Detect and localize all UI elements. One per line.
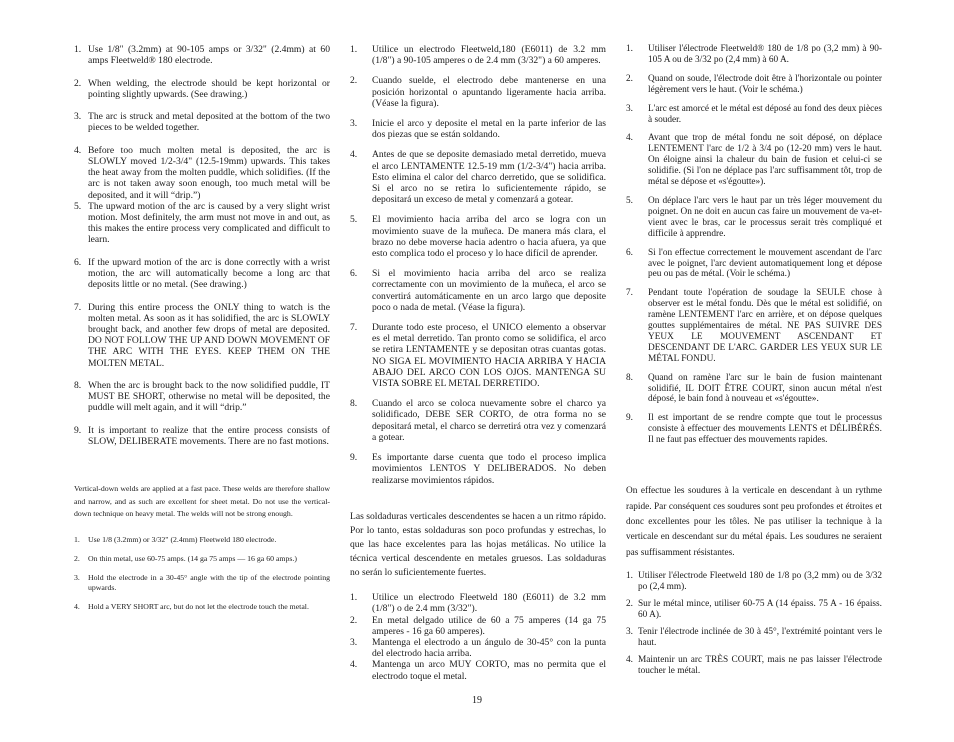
step-text: The arc is struck and metal deposited at the bottom of the two pieces to be welded together. (88, 111, 330, 134)
list-item (626, 104, 882, 126)
list-item (350, 592, 606, 614)
step-number: 9. (74, 424, 82, 436)
step-number: 1. (74, 534, 80, 544)
step-number: 7. (350, 322, 358, 334)
list-item (350, 214, 606, 259)
list-item (626, 571, 882, 593)
vertical-down-paragraph: Vertical-down welds are applied at a fast pace. These welds are therefore shallow and narrow, and as such are excellent for sheet metal. Do not use the vertical-down technique on heavy metal. The welds will not be strong enough. (74, 484, 330, 519)
step-text: Inicie el arco y deposite el metal en la parte inferior de las dos piezas que se están soldando. (372, 118, 606, 141)
list-item (74, 78, 330, 100)
step-number: 3. (74, 572, 80, 582)
step-number: 1. (350, 592, 358, 604)
step-text: Sur le métal mince, utiliser 60-75 A (14 épaiss. 75 A - 16 épaiss. 60 A). (638, 599, 882, 621)
list-item (626, 627, 882, 649)
english-vertical-up-steps (74, 44, 330, 447)
step-number: 1. (626, 571, 633, 582)
step-number: 2. (626, 73, 633, 84)
page-number: 19 (472, 695, 482, 706)
step-text: Utiliser l'électrode Fleetweld® 180 de 1/8 po (3,2 mm) à 90-105 A ou de 3/32 po (2,4 mm) à 60 A. (648, 44, 882, 65)
step-text: Hold the electrode in a 30-45° angle with the tip of the electrode pointing upwards. (88, 572, 330, 592)
list-item (350, 398, 606, 443)
step-text: On thin metal, use 60-75 amps. (14 ga 75 amps — 16 ga 60 amps.) (88, 553, 297, 563)
step-text: L'arc est amorcé et le métal est déposé au fond des deux pièces à souder. (648, 103, 882, 125)
step-number: 2. (74, 553, 80, 563)
english-vertical-down-steps (74, 535, 330, 612)
french-vertical-down-steps (626, 571, 882, 677)
step-text: Mantenga un arco MUY CORTO, mas no permita que el electrodo toque el metal. (372, 659, 606, 682)
step-number: 8. (74, 380, 82, 391)
list-item (74, 425, 330, 447)
list-item (74, 302, 330, 369)
step-number: 3. (350, 636, 358, 648)
step-number: 3. (626, 103, 633, 114)
step-number: 8. (626, 372, 633, 383)
list-item (350, 615, 606, 637)
list-item (626, 373, 882, 406)
list-item (626, 248, 882, 281)
step-number: 2. (74, 77, 82, 89)
list-item (350, 44, 606, 66)
list-item (626, 44, 882, 66)
step-text: Tenir l'électrode inclinée de 30 à 45°, l'extrémité pointant vers le haut. (638, 627, 882, 649)
step-text: Pendant toute l'opération de soudage la SEULE chose à observer est le métal fondu. Dès que le métal est solidifié, on ramène LENTEMENT l'arc en arrière, et on dépose quelques gouttes supplémentaires de métal. NE PAS SUIVRE DES YEUX LE MOUVEMENT ASCENDANT ET DESCENDANT DE L'ARC. GARDER LES YEUX SUR LE MÉTAL FONDU. (648, 288, 882, 364)
step-number: 2. (350, 75, 358, 87)
list-item (74, 554, 330, 564)
step-number: 1. (74, 44, 82, 55)
step-text: En metal delgado utilice de 60 a 75 amperes (14 ga 75 amperes - 16 ga 60 amperes). (372, 614, 606, 637)
step-number: 5. (350, 214, 358, 226)
list-item (74, 602, 330, 612)
list-item (626, 74, 882, 96)
list-item (74, 201, 330, 246)
spanish-vertical-down-steps (350, 592, 606, 682)
step-text: If the upward motion of the arc is done correctly with a wrist motion, the arc will automatically become a long arc that deposits little or no metal. (See drawing.) (88, 256, 330, 291)
step-number: 4. (350, 659, 358, 671)
vertical-down-paragraph: Las soldaduras verticales descendentes se hacen a un ritmo rápido. Por lo tanto, estas soldaduras son poco profundas y estrechas, lo que las hace excelentes para las hojas metálicas. No utilice la técnica vertical descendente en metales gruesos. Las soldaduras no serán lo suficientemente fuertes. (350, 510, 606, 579)
step-text: Quand on ramène l'arc sur le bain de fusion maintenant solidifié, IL DOIT ÊTRE COURT, sinon aucun métal n'est déposé, le bain fond à nouveau et «s'égoutte». (648, 372, 882, 405)
step-text: Utilice un electrodo Fleetweld,180 (E6011) de 3.2 mm (1/8") a 90-105 amperes o de 2.4 mm (3/32") a 60 amperes. (372, 44, 606, 67)
step-text: Si el movimiento hacia arriba del arco se realiza correctamente con un movimiento de la muñeca, el arco se convertirá automáticamente en un arco largo que deposite poco o nada de metal. (Véase la figura). (372, 268, 606, 313)
step-text: Cuando el arco se coloca nuevamente sobre el charco ya solidificado, DEBE SER CORTO, de otra forma no se depositará metal, el charco se derretirá otra vez y comenzará a gotear. (372, 398, 606, 443)
step-text: During this entire process the ONLY thing to watch is the molten metal. As soon as it has solidified, the arc is SLOWLY brought back, and another few drops of metal are deposited. DO NOT FOLLOW THE UP AND DOWN MOVEMENT OF THE ARC WITH THE EYES. KEEP THEM ON THE MOLTEN METAL. (88, 301, 330, 369)
step-text: Before too much molten metal is deposited, the arc is SLOWLY moved 1/2-3/4" (12.5-19mm) upwards. This takes the heat away from the molten puddle, which solidifies. (If the arc is not taken away soon enough, too much metal will be deposited, and it will “drip.”) (88, 144, 330, 201)
step-number: 1. (350, 44, 358, 55)
step-number: 3. (74, 111, 82, 123)
step-text: Use 1/8 (3.2mm) or 3/32" (2.4mm) Fleetweld 180 electrode. (88, 534, 277, 544)
step-number: 4. (626, 133, 633, 144)
step-text: Il est important de se rendre compte que tout le processus consiste à effectuer des mouvements LENTS et DÉLIBÉRÉS. Il ne faut pas effectuer des mouvements rapides. (648, 413, 882, 446)
list-item (350, 268, 606, 313)
list-item (74, 145, 330, 201)
step-text: Cuando suelde, el electrodo debe mantenerse en una posición horizontal o apuntando ligeramente hacia arriba. (Véase la figura). (372, 75, 606, 109)
step-number: 5. (626, 195, 633, 206)
step-number: 9. (350, 452, 358, 464)
step-text: Utilice un electrodo Fleetweld 180 (E6011) de 3.2 mm (1/8") o de 2.4 mm (3/32"). (372, 592, 606, 615)
step-number: 4. (626, 655, 633, 666)
step-number: 7. (74, 301, 82, 313)
step-text: Maintenir un arc TRÈS COURT, mais ne pas laisser l'électrode toucher le métal. (638, 655, 882, 677)
list-item (350, 118, 606, 140)
step-number: 1. (626, 44, 633, 54)
step-text: El movimiento hacia arriba del arco se logra con un movimiento suave de la muñeca. De manera más clara, el brazo no debe moverse hacia adentro o hacia afuera, ya que esto complica todo el proceso y lo hace difícil de aprender. (372, 214, 606, 260)
spanish-vertical-up-steps (350, 44, 606, 486)
step-number: 5. (74, 200, 82, 212)
list-item (626, 288, 882, 364)
list-item (350, 637, 606, 659)
step-text: Es importante darse cuenta que todo el proceso implica movimientos LENTOS Y DELIBERADOS. No deben realizarse movimientos rápidos. (372, 452, 606, 486)
step-number: 4. (74, 144, 82, 156)
french-vertical-up-steps (626, 44, 882, 446)
step-number: 3. (350, 118, 358, 130)
list-item (74, 44, 330, 66)
step-text: Hold a VERY SHORT arc, but do not let the electrode touch the metal. (88, 601, 309, 611)
vertical-down-paragraph: On effectue les soudures à la verticale en descendant à un rythme rapide. Par conséquent ces soudures sont peu profondes et étroites et donc excellentes pour les tôles. Ne pas utiliser la technique à la verticale en descendant sur du métal épais. Les soudures ne seraient pas suffisamment résistantes. (626, 486, 882, 558)
french-column (626, 44, 882, 683)
step-number: 6. (626, 247, 633, 258)
step-text: Durante todo este proceso, el UNICO elemento a observar es el metal derretido. Tan pronto como se solidifica, el arco se retira LENTAMENTE y se depositan otras cuantas gotas. NO SIGA EL MOVIMIENTO HACIA ARRIBA Y HACIA ABAJO DEL ARCO CON LOS OJOS. MANTENGA SU VISTA SOBRE EL METAL DERRETIDO. (372, 322, 606, 390)
step-number: 6. (74, 256, 82, 268)
step-text: It is important to realize that the entire process consists of SLOW, DELIBERATE movements. There are no fast motions. (88, 424, 330, 447)
list-item (74, 111, 330, 133)
list-item (626, 196, 882, 240)
step-number: 4. (74, 601, 80, 611)
step-number: 2. (350, 614, 358, 626)
list-item (350, 75, 606, 109)
step-text: Si l'on effectue correctement le mouvement ascendant de l'arc avec le poignet, l'arc devient automatiquement long et dépose peu ou pas de métal. (Voir le schéma.) (648, 247, 882, 280)
list-item (74, 380, 330, 414)
step-text: Utiliser l'électrode Fleetweld 180 de 1/8 po (3,2 mm) ou de 3/32 po (2,4 mm). (638, 571, 882, 593)
step-number: 2. (626, 599, 633, 610)
step-text: Quand on soude, l'électrode doit être à l'horizontale ou pointer légèrement vers le haut. (Voir le schéma.) (648, 73, 882, 95)
step-text: Use 1/8" (3.2mm) at 90-105 amps or 3/32" (2.4mm) at 60 amps Fleetweld® 180 electrode. (88, 44, 330, 67)
list-item (350, 452, 606, 486)
step-text: On déplace l'arc vers le haut par un très léger mouvement du poignet. On ne doit en aucun cas faire un mouvement de va-et-vient avec le bras, car le processus serait très compliqué et difficile à apprendre. (648, 195, 882, 239)
step-number: 3. (626, 627, 633, 638)
step-text: When welding, the electrode should be kept horizontal or pointing slightly upwards. (See drawing.) (88, 77, 330, 100)
list-item (626, 655, 882, 677)
step-number: 6. (350, 268, 358, 280)
list-item (350, 149, 606, 205)
list-item (626, 133, 882, 188)
list-item (74, 257, 330, 291)
list-item (350, 322, 606, 389)
step-text: When the arc is brought back to the now solidified puddle, IT MUST BE SHORT, otherwise no metal will be deposited, the puddle will melt again, and it will “drip.” (88, 380, 330, 414)
step-text: The upward motion of the arc is caused by a very slight wrist motion. Most definitely, the arm must not move in and out, as this makes the entire process very complicated and difficult to learn. (88, 200, 330, 246)
english-column (74, 44, 330, 621)
step-number: 7. (626, 288, 633, 299)
step-text: Avant que trop de métal fondu ne soit déposé, on déplace LENTEMENT l'arc de 1/2 à 3/4 po (12-20 mm) vers le haut. On éloigne ainsi la chaleur du bain de fusion et celui-ci se solidifie. (Si l'on ne déplace pas l'arc suffisamment tôt, trop de métal se dépose et «s'égoutte»). (648, 133, 882, 188)
list-item (74, 535, 330, 545)
step-text: Mantenga el electrodo a un ángulo de 30-45° con la punta del electrodo hacia arriba. (372, 636, 606, 660)
step-number: 9. (626, 413, 633, 424)
step-number: 8. (350, 398, 358, 410)
list-item (626, 599, 882, 621)
list-item (74, 573, 330, 593)
step-text: Antes de que se deposite demasiado metal derretido, mueva el arco LENTAMENTE 12.5-19 mm (1/2-3/4") hacia arriba. Esto elimina el calor del charco derretido, que se solidifica. Si el arco no se retira lo suficientemente rápido, se depositará un exceso de metal y comenzará a gotear. (372, 149, 606, 206)
list-item (350, 659, 606, 681)
step-number: 4. (350, 149, 358, 161)
spanish-column (350, 44, 606, 682)
list-item (626, 413, 882, 446)
